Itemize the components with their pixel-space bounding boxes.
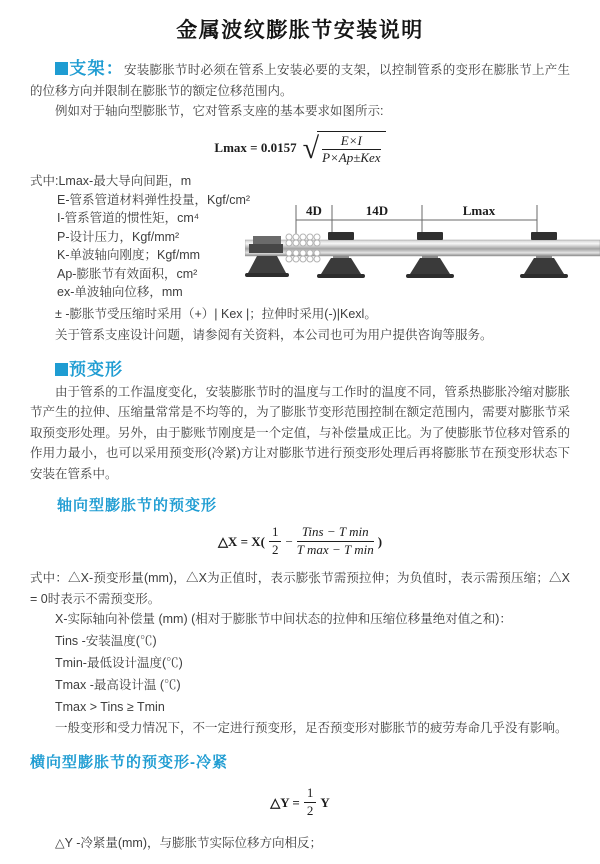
axial-formula-close-paren: ): [377, 533, 383, 549]
definition-line: Ap-膨胀节有效面积，cm²: [57, 266, 198, 281]
support-example-line: 例如对于轴向型膨胀节，它对管系支座的基本要求如图所示:: [55, 104, 384, 118]
x-definition: X-实际轴向补偿量 (mm) (相对于膨胀节中间状态的拉伸和压缩位移量绝对值之和)：: [55, 612, 512, 627]
temp-line: Tmin-最低设计温度(℃): [55, 656, 183, 671]
dimension-label-lmax: Lmax: [462, 203, 496, 219]
axial-formula: [30, 525, 570, 558]
axial-subsection-heading: 轴向型膨胀节的预变形: [57, 497, 218, 515]
sqrt-radical: [303, 131, 386, 167]
definitions-and-diagram: [30, 172, 570, 304]
one-half-fraction: $\frac{1}{2}$: [269, 525, 282, 558]
section-marker-square-icon: [55, 62, 68, 75]
lmax-formula-fraction: $\frac{E\times I}{\text{P×Ap±Kex}}$: [322, 132, 381, 166]
kex-note: ± -膨胀节受压缩时采用（+）| Kex |；拉伸时采用(-)|Kexl。: [55, 307, 377, 322]
definition-line: K-单波轴向刚度；Kgf/mm: [57, 248, 201, 263]
minus-sign: −: [285, 533, 293, 549]
dimension-label-14d: 14D: [365, 203, 389, 219]
lmax-formula-lhs: Lmax = 0.0157: [214, 140, 297, 156]
definition-line: ex-单波轴向位移，mm: [57, 285, 183, 300]
service-note: 关于管系支座设计问题，请参阅有关资料，本公司也可为用户提供咨询等服务。: [55, 328, 493, 343]
preform-section-heading-row: [30, 360, 570, 382]
support-section-heading: 支架：: [69, 59, 124, 78]
radical-sign-icon: √: [302, 131, 320, 165]
definition-line: E-管系管道材料弹性投量，Kgf/cm²: [57, 192, 251, 207]
temp-line: Tins -安装温度(℃): [55, 634, 157, 649]
pipe-support-diagram: [245, 200, 600, 295]
temp-inequality: Tmax > Tins ≥ Tmin: [55, 700, 165, 715]
support-intro-text: 安装膨胀节时必须在管系上安装必要的支架，以控制管系的变形在膨胀节上产生的位移方向并限制在膨胀节的额定位移范围内。: [30, 63, 570, 98]
temp-line: Tmax -最高设计温 (℃): [55, 678, 181, 693]
support-section-intro: [30, 59, 570, 101]
lateral-note: △Y -冷紧量(mm)，与膨胀节实际位移方向相反；: [55, 836, 323, 851]
page-title: 金属波纹膨胀节安装说明: [176, 19, 424, 42]
dimension-label-4d: 4D: [306, 203, 322, 219]
definition-line: 式中:Lmax-最大导向间距，m: [30, 174, 192, 189]
section-marker-square-icon: [55, 363, 68, 376]
one-half-fraction: $\frac{1}{2}$: [304, 786, 317, 819]
axial-formula-lhs: △X = X(: [217, 533, 265, 549]
temperature-fraction: $\frac{\text{Tins − T min}}{\text{T max − T min}}$: [296, 524, 374, 558]
lateral-formula-lhs: △Y =: [270, 794, 300, 810]
axial-note: 一般变形和受力情况下，不一定进行预变形，足否预变形对膨胀节的疲劳寿命几乎没有影响。: [55, 721, 568, 736]
lateral-subsection-heading: 横向型膨胀节的预变形-冷紧: [30, 754, 228, 772]
lmax-formula: [30, 131, 570, 167]
preform-paragraph: 由于管系的工作温度变化，安装膨胀节时的温度与工作时的温度不同，管系热膨胀冷缩对膨胀节产生的拉伸、压缩量常常是不均等的，为了膨胀节变形范围控制在额定范围内，需要对膨胀节采取预变形处理。另外，由于膨账节刚度是一个定值，与补偿量成正比。为了使膨胀节位移对管系的作用力最小，也可以采用预变形(冷紧)方让对膨胀节进行预变形处理后再将膨胀节在预变形状态下安装在管系中。: [30, 384, 570, 481]
definition-line: I-管系管道的惯性矩，cm⁴: [57, 211, 200, 226]
preform-section-heading: 预变形: [69, 360, 123, 380]
lateral-formula-rhs: Y: [320, 794, 330, 810]
lateral-formula: [30, 786, 570, 819]
axial-explanation: 式中：△X-预变形量(mm)，△X为正值时，表示膨张节需预拉伸；为负值时，表示需预压缩；△X = 0时表示不需预变形。: [30, 571, 570, 606]
definition-line: P-设计压力，Kgf/mm²: [57, 229, 180, 244]
